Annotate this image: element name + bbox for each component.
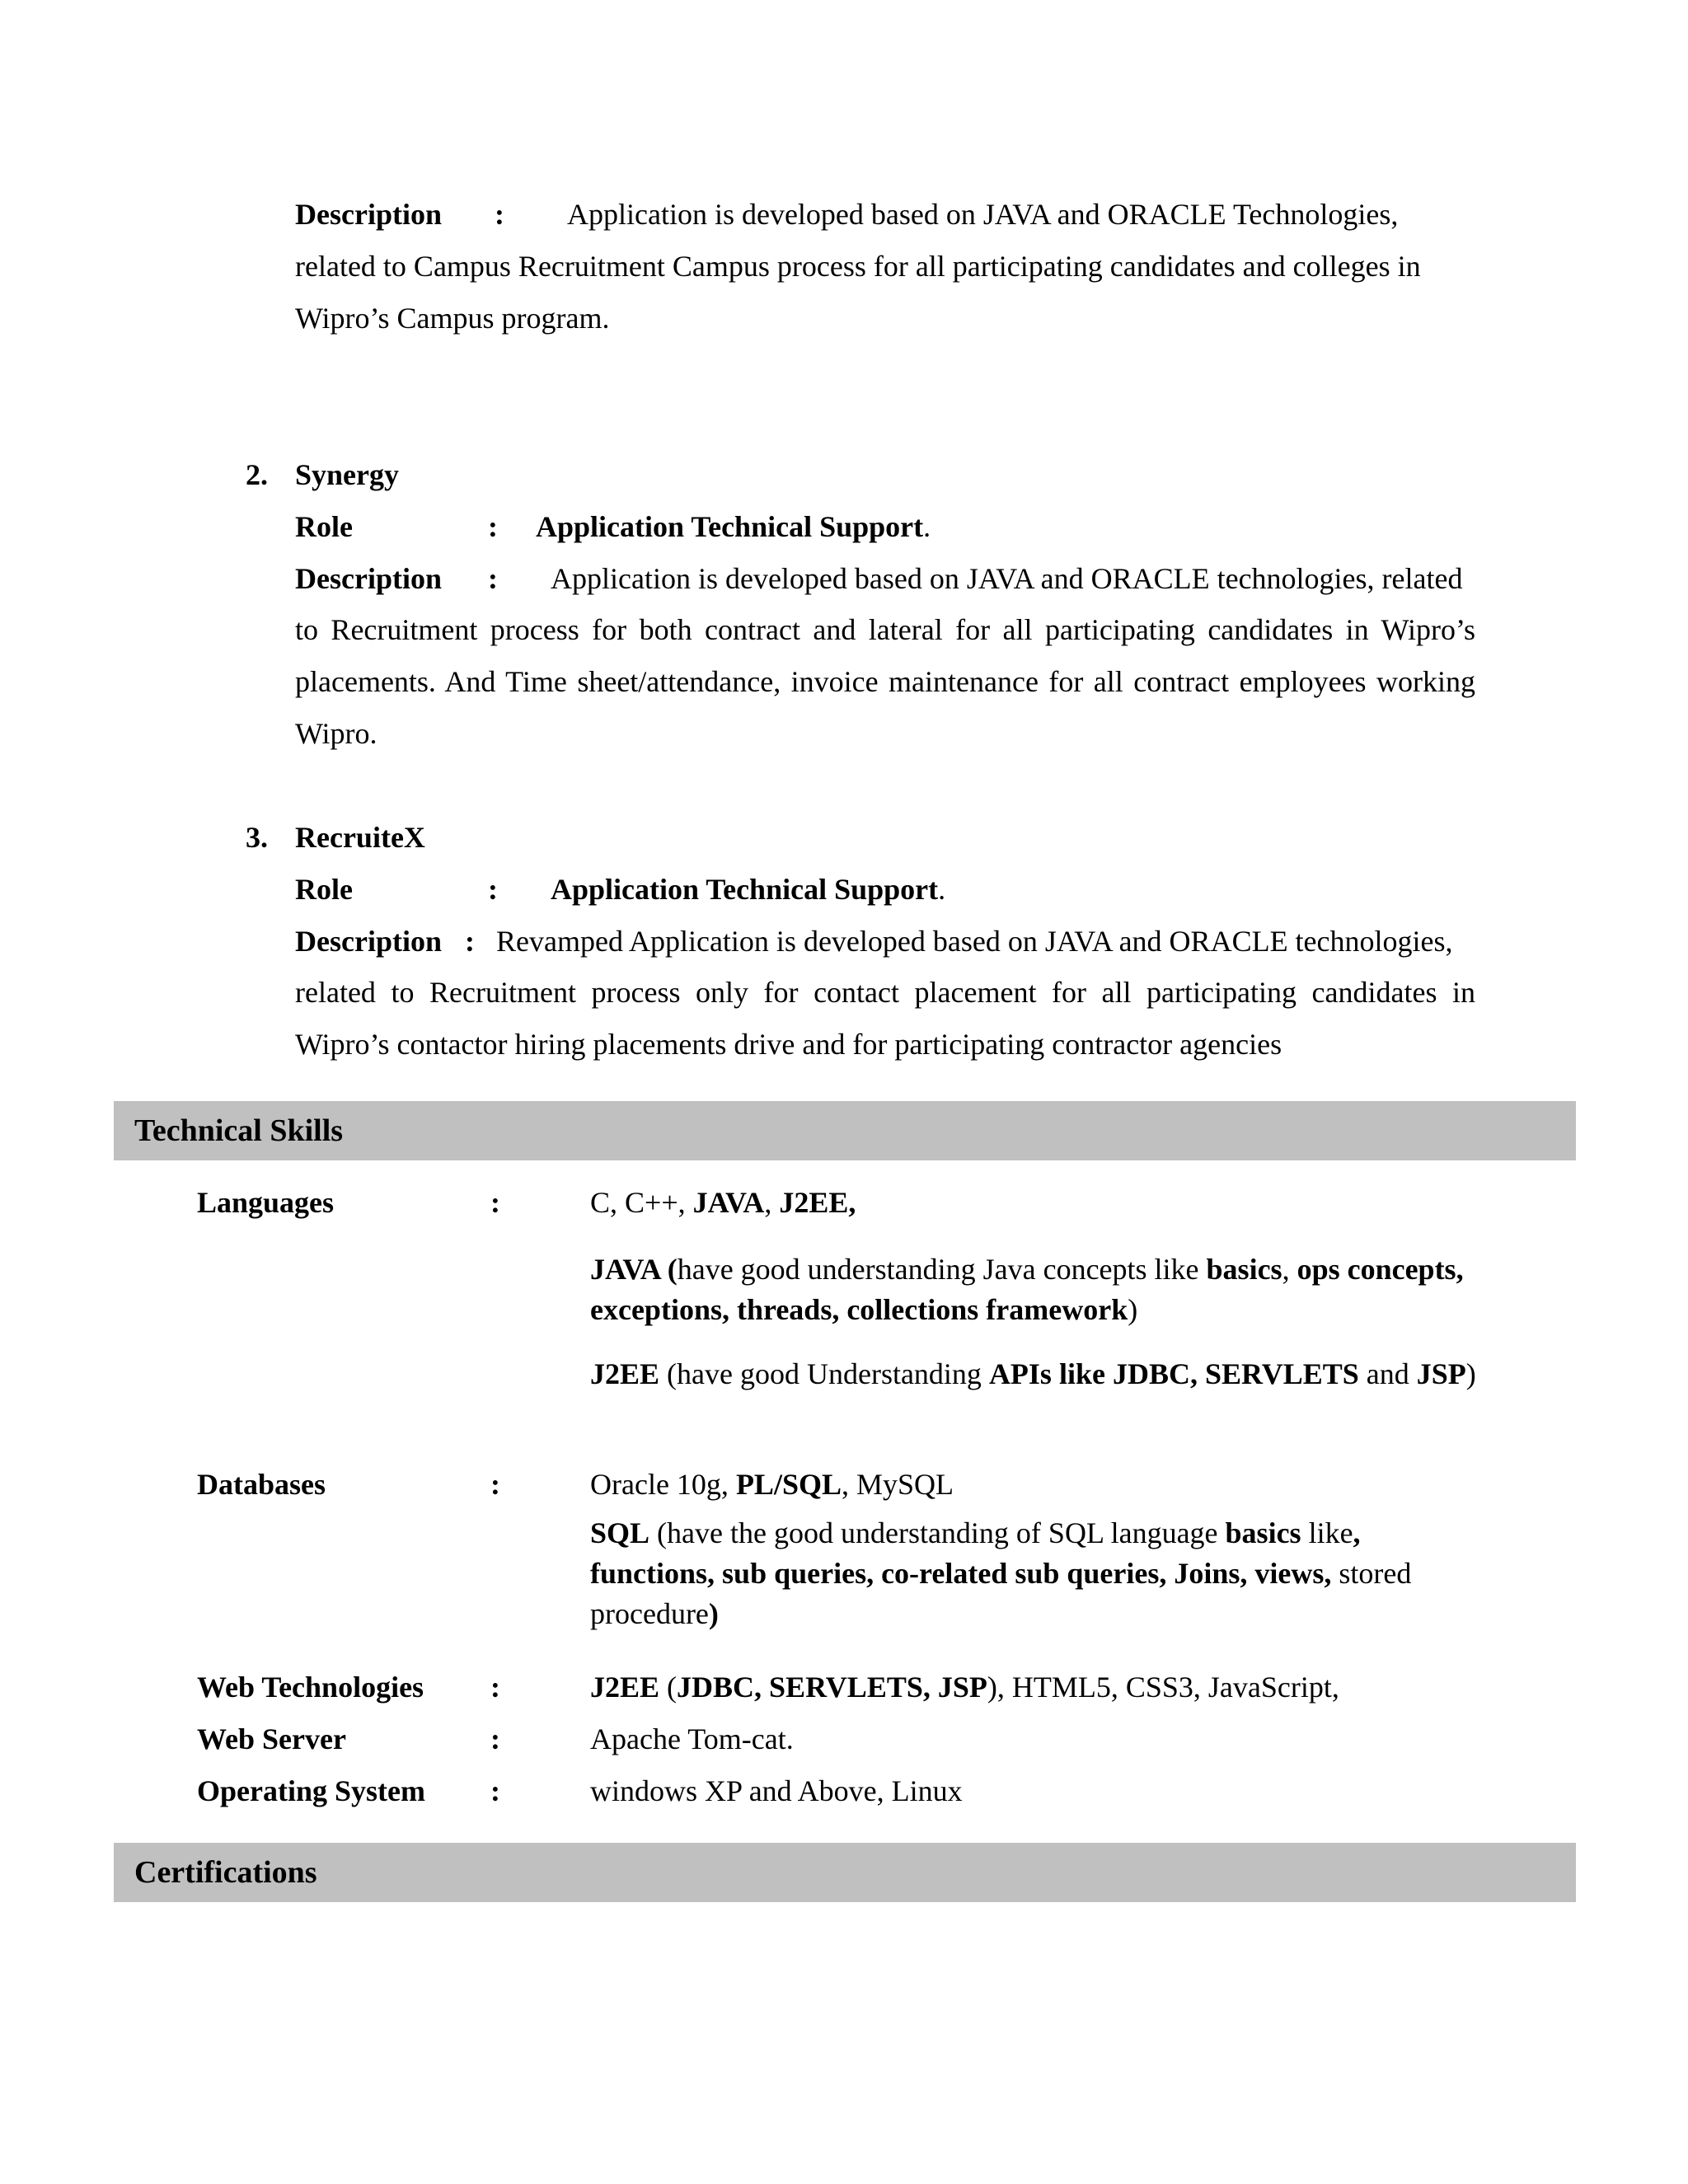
- web-technologies-value: J2EE (JDBC, SERVLETS, JSP), HTML5, CSS3, JavaScript,: [590, 1671, 1339, 1704]
- project-2-number: 2.: [246, 458, 268, 491]
- project-1-description-line-1: Application is developed based on JAVA and ORACLE Technologies,: [567, 198, 1399, 231]
- technical-skills-header: [114, 1101, 1576, 1160]
- web-server-colon: :: [490, 1722, 500, 1755]
- project-2-role-colon: :: [488, 510, 498, 543]
- project-2-description-first-line: Application is developed based on JAVA and ORACLE technologies, related: [551, 562, 1463, 595]
- project-3-description-first-line: Revamped Application is developed based on JAVA and ORACLE technologies,: [496, 925, 1453, 958]
- databases-colon: :: [490, 1468, 500, 1501]
- technical-skills-title: Technical Skills: [134, 1113, 344, 1148]
- project-1-description-colon: :: [495, 198, 504, 231]
- certifications-header: [114, 1843, 1576, 1902]
- operating-system-label: Operating System: [197, 1774, 425, 1807]
- web-technologies-colon: :: [490, 1671, 500, 1704]
- project-3-description-colon: :: [465, 925, 475, 958]
- project-1-description-line-2: related to Campus Recruitment Campus process for all participating candidates and colleges in: [295, 250, 1421, 283]
- operating-system-value: windows XP and Above, Linux: [590, 1774, 963, 1807]
- web-server-value: Apache Tom-cat.: [590, 1722, 794, 1755]
- project-3-description-body: related to Recruitment process only for contact placement for all participating candidates in Wipro’s contactor hiring placements drive and for participating contractor agencies: [295, 976, 1475, 1061]
- certifications-title: Certifications: [134, 1855, 317, 1890]
- project-3-role-value: Application Technical Support.: [551, 873, 946, 906]
- project-1-description-line-3: Wipro’s Campus program.: [295, 302, 610, 335]
- web-server-label: Web Server: [197, 1722, 346, 1755]
- project-3-description-label: Description: [295, 925, 442, 958]
- databases-value: Oracle 10g, PL/SQL, MySQL: [590, 1468, 954, 1501]
- databases-sql-detail: SQL (have the good understanding of SQL language basics like, functions, sub queries, co-related sub queries, Joins, views, stored procedure): [590, 1516, 1412, 1630]
- project-3-title: RecruiteX: [295, 821, 425, 854]
- project-2-title: Synergy: [295, 458, 399, 491]
- project-2-description-label: Description: [295, 562, 442, 595]
- languages-label: Languages: [197, 1186, 335, 1219]
- project-2-description-colon: :: [488, 562, 498, 595]
- project-3-number: 3.: [246, 821, 268, 854]
- project-2-role-value: Application Technical Support.: [536, 510, 931, 543]
- web-technologies-label: Web Technologies: [197, 1671, 424, 1704]
- project-1-description-label: Description: [295, 198, 442, 231]
- project-2-role-label: Role: [295, 510, 353, 543]
- operating-system-colon: :: [490, 1774, 500, 1807]
- languages-value: C, C++, JAVA, J2EE,: [590, 1186, 856, 1219]
- languages-colon: :: [490, 1186, 500, 1219]
- project-2-description-body: to Recruitment process for both contract and lateral for all participating candidates in Wipro’s placements. And Time sheet/attendance, invoice maintenance for all contract employees working Wipro.: [295, 613, 1475, 750]
- databases-label: Databases: [197, 1468, 326, 1501]
- languages-j2ee-detail: J2EE (have good Understanding APIs like JDBC, SERVLETS and JSP): [590, 1357, 1476, 1390]
- project-3-role-label: Role: [295, 873, 353, 906]
- project-3-role-colon: :: [488, 873, 498, 906]
- languages-java-detail: JAVA (have good understanding Java concepts like basics, ops concepts, exceptions, threads, collections framework): [590, 1253, 1464, 1326]
